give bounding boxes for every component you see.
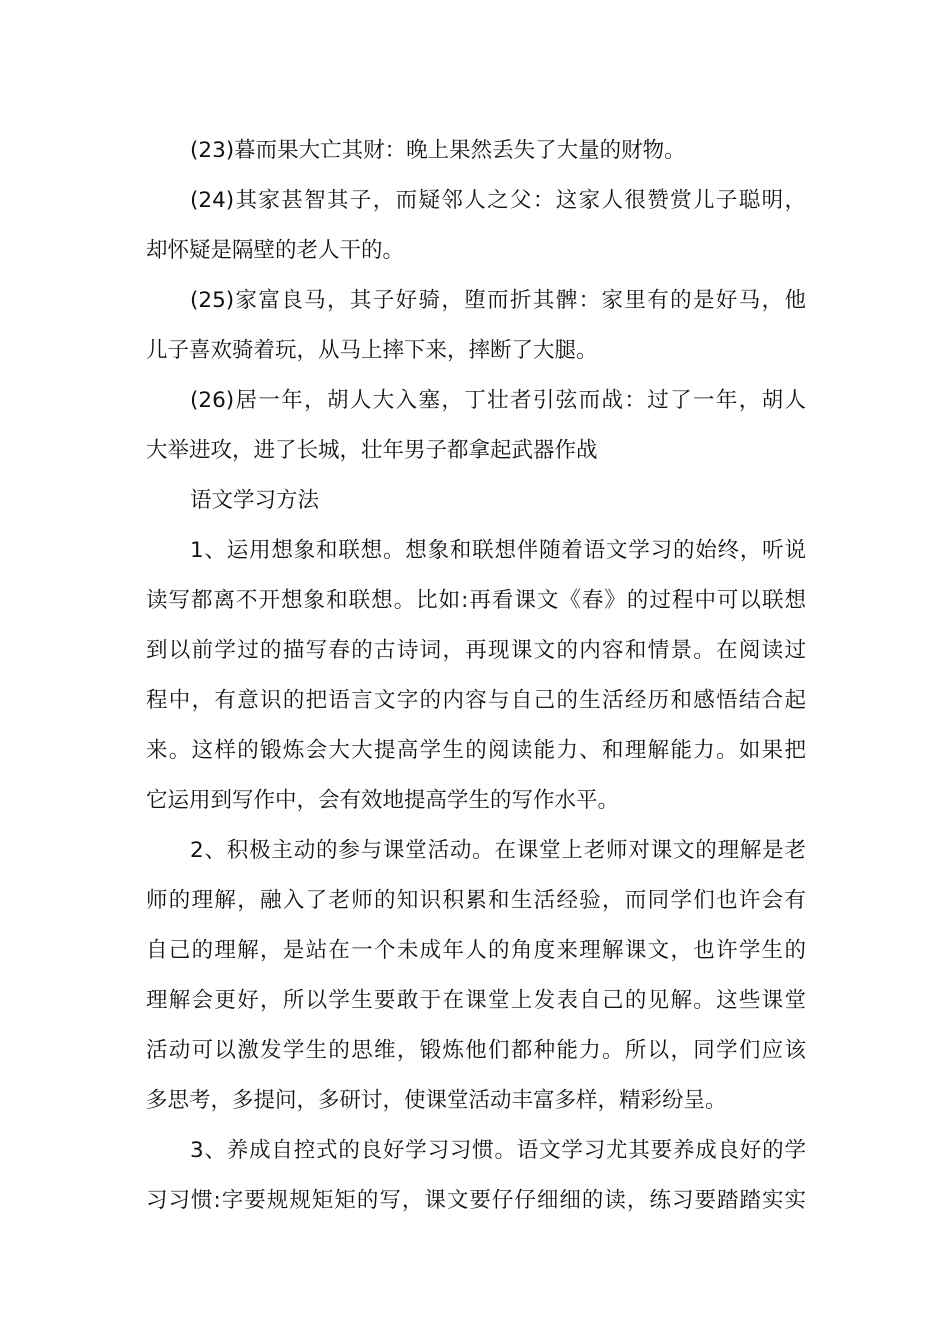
text-line: (23)暮而果大亡其财：晚上果然丢失了大量的财物。 bbox=[190, 138, 686, 163]
text-line: 自己的理解，是站在一个未成年人的角度来理解课文，也许学生的 bbox=[146, 938, 806, 963]
text-line: 习习惯:字要规规矩矩的写，课文要仔仔细细的读，练习要踏踏实实 bbox=[146, 1188, 806, 1213]
text-line: 大举进攻，进了长城，壮年男子都拿起武器作战 bbox=[146, 438, 598, 463]
text-line: 活动可以激发学生的思维，锻炼他们都种能力。所以，同学们应该 bbox=[146, 1038, 806, 1063]
text-line: 到以前学过的描写春的古诗词，再现课文的内容和情景。在阅读过 bbox=[146, 638, 806, 663]
text-line: (24)其家甚智其子，而疑邻人之父：这家人很赞赏儿子聪明， bbox=[190, 188, 806, 213]
section-heading: 语文学习方法 bbox=[190, 488, 320, 513]
text-line: 理解会更好，所以学生要敢于在课堂上发表自己的见解。这些课堂 bbox=[146, 988, 806, 1013]
text-line: 儿子喜欢骑着玩，从马上摔下来，摔断了大腿。 bbox=[146, 338, 598, 363]
text-line: 3、养成自控式的良好学习习惯。语文学习尤其要养成良好的学 bbox=[190, 1138, 806, 1163]
text-line: 2、积极主动的参与课堂活动。在课堂上老师对课文的理解是老 bbox=[190, 838, 806, 863]
text-line: 师的理解，融入了老师的知识积累和生活经验，而同学们也许会有 bbox=[146, 888, 806, 913]
text-line: (26)居一年，胡人大入塞，丁壮者引弦而战：过了一年，胡人 bbox=[190, 388, 806, 413]
text-line: 多思考，多提问，多研讨，使课堂活动丰富多样，精彩纷呈。 bbox=[146, 1088, 727, 1113]
text-line: 读写都离不开想象和联想。比如:再看课文《春》的过程中可以联想 bbox=[146, 588, 806, 613]
text-line: (25)家富良马，其子好骑，堕而折其髀：家里有的是好马，他 bbox=[190, 288, 806, 313]
text-line: 却怀疑是隔壁的老人干的。 bbox=[146, 238, 405, 263]
text-line: 来。这样的锻炼会大大提高学生的阅读能力、和理解能力。如果把 bbox=[146, 738, 806, 763]
text-line: 1、运用想象和联想。想象和联想伴随着语文学习的始终，听说 bbox=[190, 538, 806, 563]
text-line: 它运用到写作中，会有效地提高学生的写作水平。 bbox=[146, 788, 620, 813]
text-line: 程中，有意识的把语言文字的内容与自己的生活经历和感悟结合起 bbox=[146, 688, 806, 713]
